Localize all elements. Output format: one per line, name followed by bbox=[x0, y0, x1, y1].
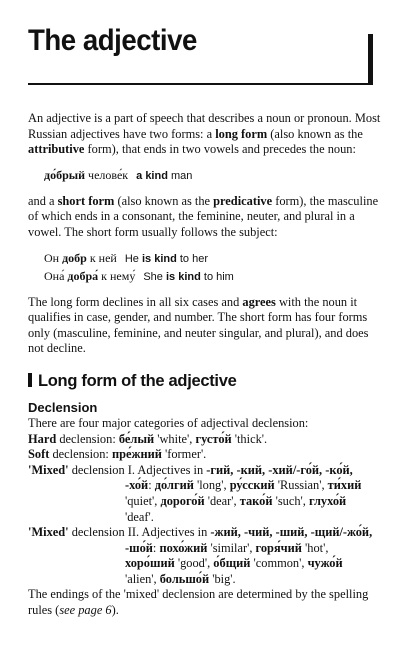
term-attributive: attributive bbox=[28, 142, 85, 157]
gloss-text: She bbox=[143, 270, 166, 283]
text: and a bbox=[28, 193, 58, 208]
gloss-text: man bbox=[167, 169, 193, 182]
gloss: 'alien', bbox=[125, 571, 160, 586]
term-long-form: long form bbox=[215, 126, 268, 141]
example-word: до́брый bbox=[44, 167, 86, 182]
example-gloss bbox=[125, 253, 208, 265]
text: with the noun it qualifies in case, gender, and number. The short form has four forms only (masculine, feminine, and neuter singular, and plural), and does not decline. bbox=[28, 294, 369, 356]
ru-word: ти́хий bbox=[327, 478, 362, 493]
page-title: The adjective bbox=[28, 24, 197, 57]
example-text: челове́к bbox=[85, 167, 129, 182]
endings: -гий, -кий, -хий/-го́й, -ко́й, bbox=[206, 462, 353, 477]
mixed-declension-1 bbox=[28, 463, 383, 479]
label: Hard bbox=[28, 431, 57, 446]
ru-word: большо́й bbox=[159, 571, 210, 586]
example-text: к ней bbox=[86, 250, 117, 265]
text: (also known as the bbox=[114, 193, 214, 208]
text: The long form declines in all six cases and bbox=[28, 294, 243, 309]
text: declension: bbox=[49, 447, 112, 462]
intro-paragraph-3 bbox=[28, 295, 383, 357]
gloss: 'dear', bbox=[204, 493, 240, 508]
example-word: добра́ bbox=[67, 268, 99, 283]
section-heading-text: Long form of the adjective bbox=[38, 371, 237, 390]
text: The endings of the 'mixed' declension are determined by the spelling rules ( bbox=[28, 587, 369, 618]
gloss-text: to him bbox=[200, 270, 234, 283]
declension-intro: There are four major categories of adjectival declension: bbox=[28, 415, 309, 430]
gloss: 'good', bbox=[174, 556, 214, 571]
text: declension II. Adjectives in bbox=[68, 525, 211, 540]
example-text: к нему́ bbox=[98, 268, 136, 283]
mixed-declension-2 bbox=[28, 525, 383, 541]
endings: -хо́й bbox=[125, 478, 149, 493]
ru-word: до́лгий bbox=[154, 478, 194, 493]
example-text: Он bbox=[44, 250, 63, 265]
mixed-declension-1-line4: 'deaf'. bbox=[125, 509, 154, 524]
example-gloss bbox=[143, 271, 234, 283]
mixed-declension-1-line3 bbox=[28, 494, 383, 510]
text: form), that ends in two vowels and precedes the noun: bbox=[84, 142, 356, 157]
ru-word: бе́лый bbox=[118, 431, 155, 446]
example-1 bbox=[44, 167, 383, 185]
intro-paragraph-2 bbox=[28, 194, 383, 241]
text: (also known as the bbox=[267, 126, 363, 141]
gloss-bold: is kind bbox=[165, 270, 201, 283]
mixed-declension-2-line4 bbox=[28, 572, 383, 588]
intro-paragraph-1 bbox=[28, 111, 383, 158]
term-short-form: short form bbox=[57, 193, 115, 208]
gloss-bold: a kind bbox=[136, 169, 168, 182]
title-marker-bar bbox=[368, 34, 373, 84]
gloss: 'similar', bbox=[207, 540, 256, 555]
gloss-text: He bbox=[124, 252, 142, 265]
text: declension I. Adjectives in bbox=[68, 462, 207, 477]
ru-word: чужо́й bbox=[307, 556, 343, 571]
gloss: 'former'. bbox=[161, 447, 207, 462]
page-reference: see page 6 bbox=[59, 603, 112, 618]
page-body bbox=[28, 111, 383, 619]
label: 'Mixed' bbox=[28, 525, 69, 540]
gloss: 'big'. bbox=[209, 571, 236, 586]
gloss: 'such', bbox=[272, 493, 309, 508]
label: 'Mixed' bbox=[28, 462, 69, 477]
gloss: 'hot', bbox=[301, 540, 329, 555]
ru-word: глухо́й bbox=[308, 493, 347, 508]
ru-word: похо́жий bbox=[159, 540, 208, 555]
gloss: 'long', bbox=[193, 478, 230, 493]
title-rule bbox=[28, 83, 373, 85]
example-3 bbox=[44, 268, 383, 286]
ru-word: пре́жний bbox=[111, 447, 162, 462]
text: : bbox=[148, 478, 155, 493]
example-text: Она́ bbox=[44, 268, 68, 283]
section-marker-bar bbox=[28, 373, 32, 387]
mixed-declension-2-line3 bbox=[28, 556, 383, 572]
text: declension: bbox=[56, 431, 119, 446]
gloss: 'Russian', bbox=[274, 478, 328, 493]
gloss-bold: is kind bbox=[141, 252, 177, 265]
example-gloss bbox=[136, 170, 192, 182]
closing-note bbox=[28, 587, 383, 618]
text: form), the masculine of which ends in a consonant, the feminine, neuter, and plural in a vowel. The short form usually follows the subject: bbox=[28, 193, 379, 239]
example-word: добр bbox=[62, 250, 87, 265]
gloss: 'quiet', bbox=[125, 493, 161, 508]
gloss: 'thick'. bbox=[231, 431, 268, 446]
subsection-heading: Declension bbox=[28, 399, 98, 415]
endings: -жий, -чий, -ший, -щий/-жо́й, bbox=[210, 525, 373, 540]
ru-word: горя́чий bbox=[255, 540, 302, 555]
text: ). bbox=[111, 603, 119, 618]
gloss: 'white', bbox=[154, 431, 196, 446]
gloss: 'common', bbox=[250, 556, 308, 571]
gloss-text: to her bbox=[176, 252, 208, 265]
ru-word: тако́й bbox=[239, 493, 273, 508]
ru-word: ру́сский bbox=[229, 478, 275, 493]
label: Soft bbox=[28, 447, 50, 462]
example-2 bbox=[44, 250, 383, 268]
mixed-declension-1-line2 bbox=[28, 478, 383, 494]
term-agrees: agrees bbox=[242, 294, 276, 309]
ru-word: густо́й bbox=[195, 431, 232, 446]
ru-word: дорого́й bbox=[160, 493, 205, 508]
text: An adjective is a part of speech that describes a noun or pronoun. Most Russian adjectives have two forms: a bbox=[28, 111, 381, 141]
soft-declension bbox=[28, 447, 383, 463]
text: : bbox=[152, 540, 160, 555]
hard-declension bbox=[28, 432, 383, 448]
endings: -шо́й bbox=[125, 540, 153, 555]
term-predicative: predicative bbox=[213, 193, 273, 208]
mixed-declension-2-line2 bbox=[28, 541, 383, 557]
ru-word: о́бщий bbox=[213, 556, 251, 571]
section-heading bbox=[28, 371, 383, 391]
ru-word: хоро́ший bbox=[125, 556, 175, 571]
